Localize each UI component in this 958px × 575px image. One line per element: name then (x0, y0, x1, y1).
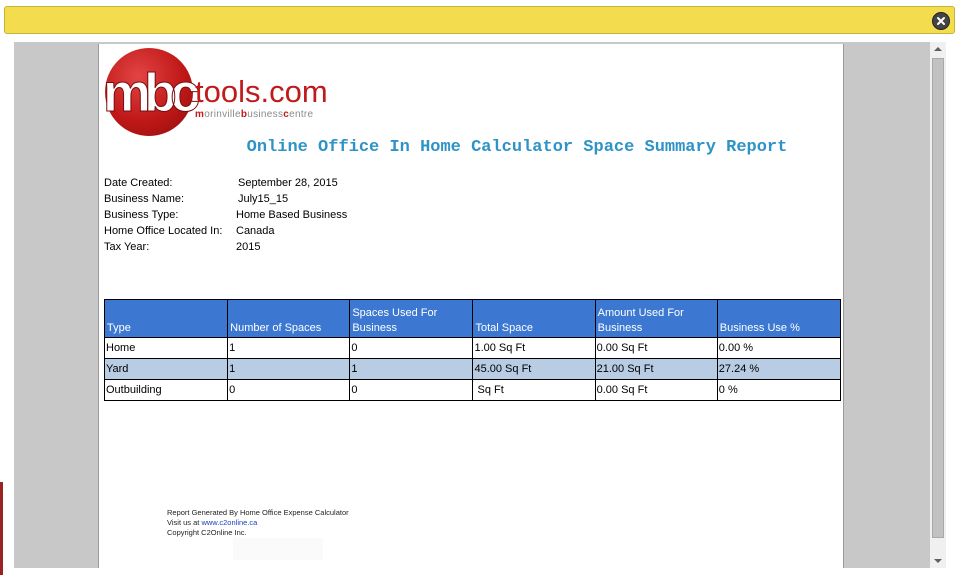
footer-visit: Visit us at www.c2online.ca (167, 518, 258, 527)
table-cell: Home (105, 338, 228, 359)
table-cell: 0.00 Sq Ft (595, 380, 717, 401)
info-value: 2015 (236, 241, 261, 253)
table-row (105, 380, 841, 401)
table-cell: Yard (105, 359, 228, 380)
footer-generated-by: Report Generated By Home Office Expense Calculator (167, 508, 349, 517)
faint-watermark (233, 538, 323, 560)
report-footer (167, 508, 349, 538)
vertical-scrollbar[interactable] (930, 42, 946, 568)
table-cell: Sq Ft (473, 380, 595, 401)
table-cell: 1.00 Sq Ft (473, 338, 595, 359)
triangle-up-icon[interactable] (930, 42, 946, 56)
table-cell: 0 % (717, 380, 840, 401)
triangle-down-icon[interactable] (930, 554, 946, 568)
column-header: Amount Used For Business (595, 300, 717, 338)
close-icon[interactable] (932, 12, 950, 30)
background-edge (0, 482, 3, 575)
footer-copyright: Copyright C2Online Inc. (167, 528, 247, 537)
table-row (105, 338, 841, 359)
info-label: Tax Year: (104, 241, 150, 253)
table-cell: 45.00 Sq Ft (473, 359, 595, 380)
info-label: Home Office Located In: (104, 225, 223, 237)
table-cell: 21.00 Sq Ft (595, 359, 717, 380)
info-label: Business Type: (104, 209, 179, 221)
info-label: Business Name: (104, 193, 185, 205)
column-header: Number of Spaces (228, 300, 350, 338)
table-cell: 1 (228, 338, 350, 359)
table-cell: Outbuilding (105, 380, 228, 401)
document-viewer (14, 42, 930, 568)
table-header-row (105, 300, 841, 338)
column-header: Business Use % (717, 300, 840, 338)
column-header: Type (105, 300, 228, 338)
info-value: Canada (236, 225, 275, 237)
table-cell: 0.00 Sq Ft (595, 338, 717, 359)
c2online-link[interactable]: www.c2online.ca (201, 518, 258, 527)
mbc-tools-logo (105, 48, 345, 140)
column-header: Spaces Used For Business (350, 300, 473, 338)
table-cell: 0 (350, 338, 473, 359)
info-value: Home Based Business (236, 209, 348, 221)
table-cell: 1 (350, 359, 473, 380)
column-header: Total Space (473, 300, 595, 338)
table-cell: 0.00 % (717, 338, 840, 359)
info-value: September 28, 2015 (238, 177, 338, 189)
logo-mark: mbc (103, 63, 194, 123)
logo-subtitle: morinvillebusinesscentre (195, 109, 314, 120)
scroll-thumb[interactable] (932, 58, 944, 538)
table-cell: 27.24 % (717, 359, 840, 380)
table-cell: 0 (350, 380, 473, 401)
logo-domain: tools.com (195, 74, 328, 109)
report-page (98, 44, 844, 568)
table-cell: 0 (228, 380, 350, 401)
info-value: July15_15 (238, 193, 289, 205)
space-summary-table (104, 299, 841, 401)
table-cell: 1 (228, 359, 350, 380)
info-label: Date Created: (104, 177, 173, 189)
report-title: Online Office In Home Calculator Space Summary Report (246, 138, 788, 157)
notification-bar (4, 6, 955, 34)
table-row (105, 359, 841, 380)
